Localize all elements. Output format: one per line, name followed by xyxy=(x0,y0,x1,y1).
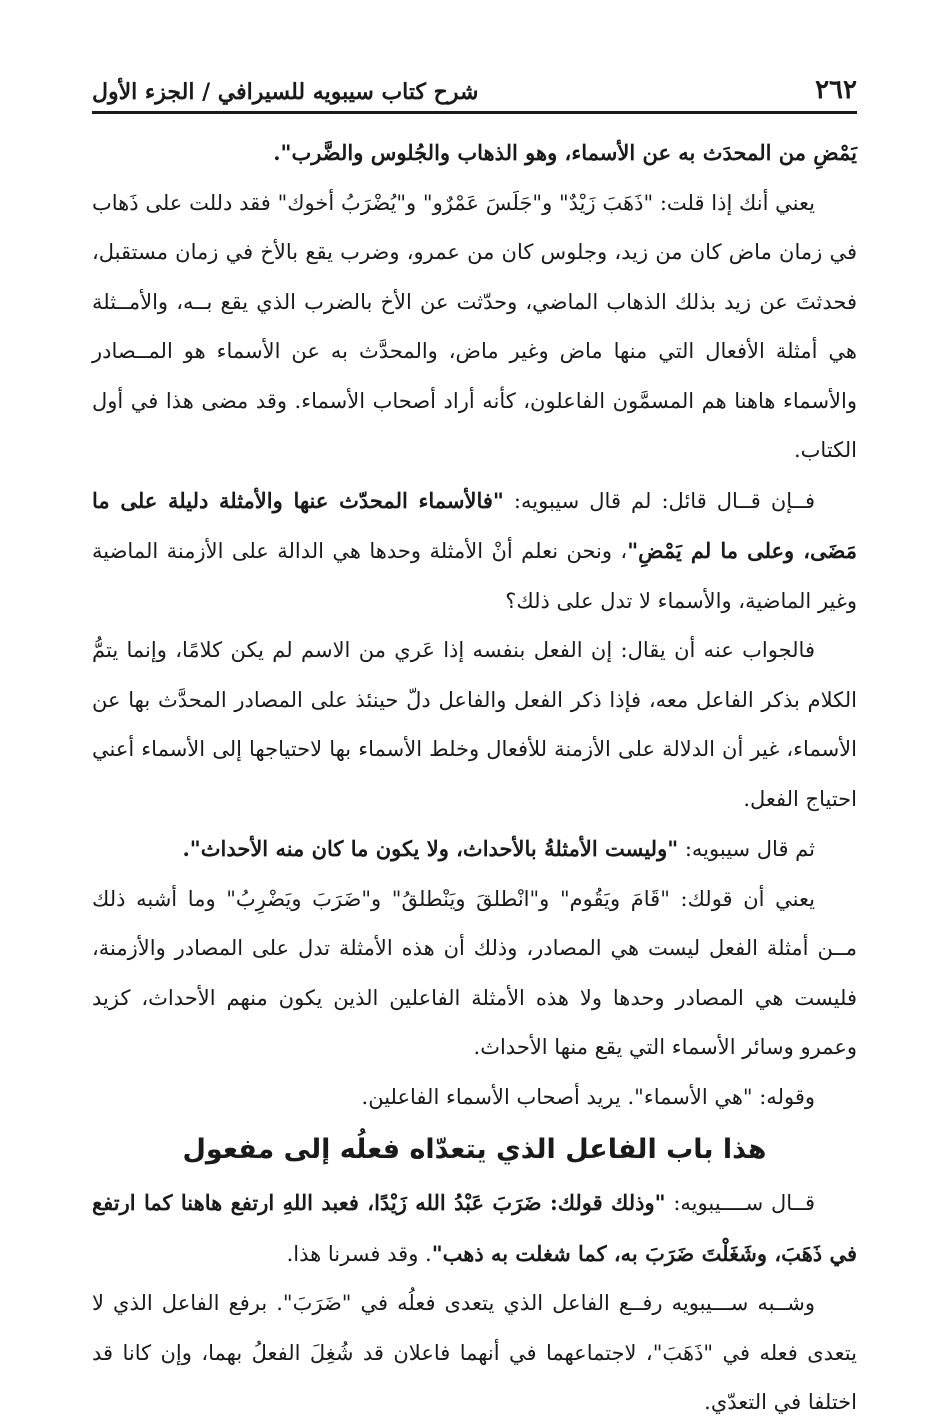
text-segment: وقوله: "هي الأسماء". يريد أصحاب الأسماء الفاعلين. xyxy=(361,1084,815,1109)
text-segment: فــإن قــال قائل: لم قال سيبويه: xyxy=(503,488,816,513)
text-segment: يعني أن قولك: "قَامَ ويَقُوم" و"انْطلقَ ويَنْطلقُ" و"ضَرَبَ ويَضْرِبُ" وما أشبه ذلك مــن أمثلة الفعل ليست هي المصادر، وذلك أن هذه الأمثلة تدل على المصادر والأزمنة، فليست هي المصادر وحدها ولا هذه الأمثلة الفاعلين الذين يكون منهم الأحداث، كزيد وعمرو وسائر الأسماء التي يقع منها الأحداث. xyxy=(92,886,857,1059)
page-number: ٢٦٢ xyxy=(815,75,857,105)
quote-segment: "وذلك قولك: ضَرَبَ عَبْدُ الله زَيْدًا، فعبد اللهِ ارتفع هاهنا كما ارتفع في ذَهَبَ، وشَغَلْتَ ضَرَبَ به، كما شغلت به ذهب" xyxy=(92,1190,857,1266)
text-segment: ، ونحن نعلم أنْ الأمثلة وحدها هي الدالة على الأزمنة الماضية وغير الماضية، والأسماء لا تدل على ذلك؟ xyxy=(92,539,857,613)
paragraph-5 xyxy=(92,824,857,875)
paragraph-1 xyxy=(92,128,857,179)
page-body xyxy=(92,128,857,1428)
text-segment: فالجواب عنه أن يقال: إن الفعل بنفسه إذا عَري من الاسم لم يكن كلامًا، وإنما يتمُّ الكلام بذكر الفاعل معه، فإذا ذكر الفعل والفاعل دلّ حينئذ على المصادر المحدَّث بها عن الأسماء، غير أن الدلالة على الأزمنة للأفعال وخلط الأسماء بها لاحتياجها إلى الأسماء أعني احتياج الفعل. xyxy=(92,638,857,811)
text-segment: يَمْضِ من المحدَث به عن الأسماء، وهو الذهاب والجُلوس والضَّرب". xyxy=(273,140,857,165)
quote-segment: "وليست الأمثلةُ بالأحداث، ولا يكون ما كان منه الأحداث". xyxy=(182,836,679,861)
text-segment: يعني أنك إذا قلت: "ذَهَبَ زَيْدٌ" و"جَلَسَ عَمْرٌو" و"يُضْرَبُ أخوك" فقد دللت على ذَهاب في زمان ماض كان من زيد، وجلوس كان من عمرو، وضرب يقع بالأخ في زمان مستقبل، فحدثتَ عن زيد بذلك الذهاب الماضي، وحدّثت عن الأخ بالضرب الذي يقع بــه، والأمــثلة هي أمثلة الأفعال التي منها ماض وغير ماض، والمحدَّث به عن الأسماء هو المــصادر والأسماء هاهنا هم المسمَّون الفاعلون، كأنه أراد أصحاب الأسماء. وقد مضى هذا في أول الكتاب. xyxy=(92,190,857,462)
paragraph-2 xyxy=(92,179,857,476)
heading-text: هذا باب الفاعل الذي يتعدّاه فعلُه إلى مفعول xyxy=(182,1134,767,1165)
paragraph-4 xyxy=(92,626,857,824)
quote-segment: "فالأسماء المحدّث عنها والأمثلة دليلة على ما مَضَى، وعلى ما لم يَمْضِ" xyxy=(92,487,857,563)
paragraph-8 xyxy=(92,1178,857,1279)
paragraph-3 xyxy=(92,476,857,627)
text-segment: قــال ســــيبويه: xyxy=(665,1191,815,1215)
text-segment: . وقد فسرنا هذا. xyxy=(286,1241,432,1266)
chapter-heading xyxy=(92,1122,857,1178)
text-segment: ثم قال سيبويه: xyxy=(678,837,815,861)
text-segment: وشــبه ســـيبويه رفــع الفاعل الذي يتعدى فعلُه في "ضَرَبَ". برفع الفاعل الذي لا يتعدى فعله في "ذَهَبَ"، لاجتماعهما في أنهما فاعلان قد شُغِلَ الفعلُ بهما، وإن كانا قد اختلفا في التعدّي. xyxy=(92,1291,857,1414)
paragraph-7 xyxy=(92,1073,857,1123)
paragraph-6 xyxy=(92,875,857,1073)
paragraph-9 xyxy=(92,1279,857,1428)
page-header xyxy=(92,64,857,114)
running-title: شرح كتاب سيبويه للسيرافي / الجزء الأول xyxy=(92,79,479,105)
